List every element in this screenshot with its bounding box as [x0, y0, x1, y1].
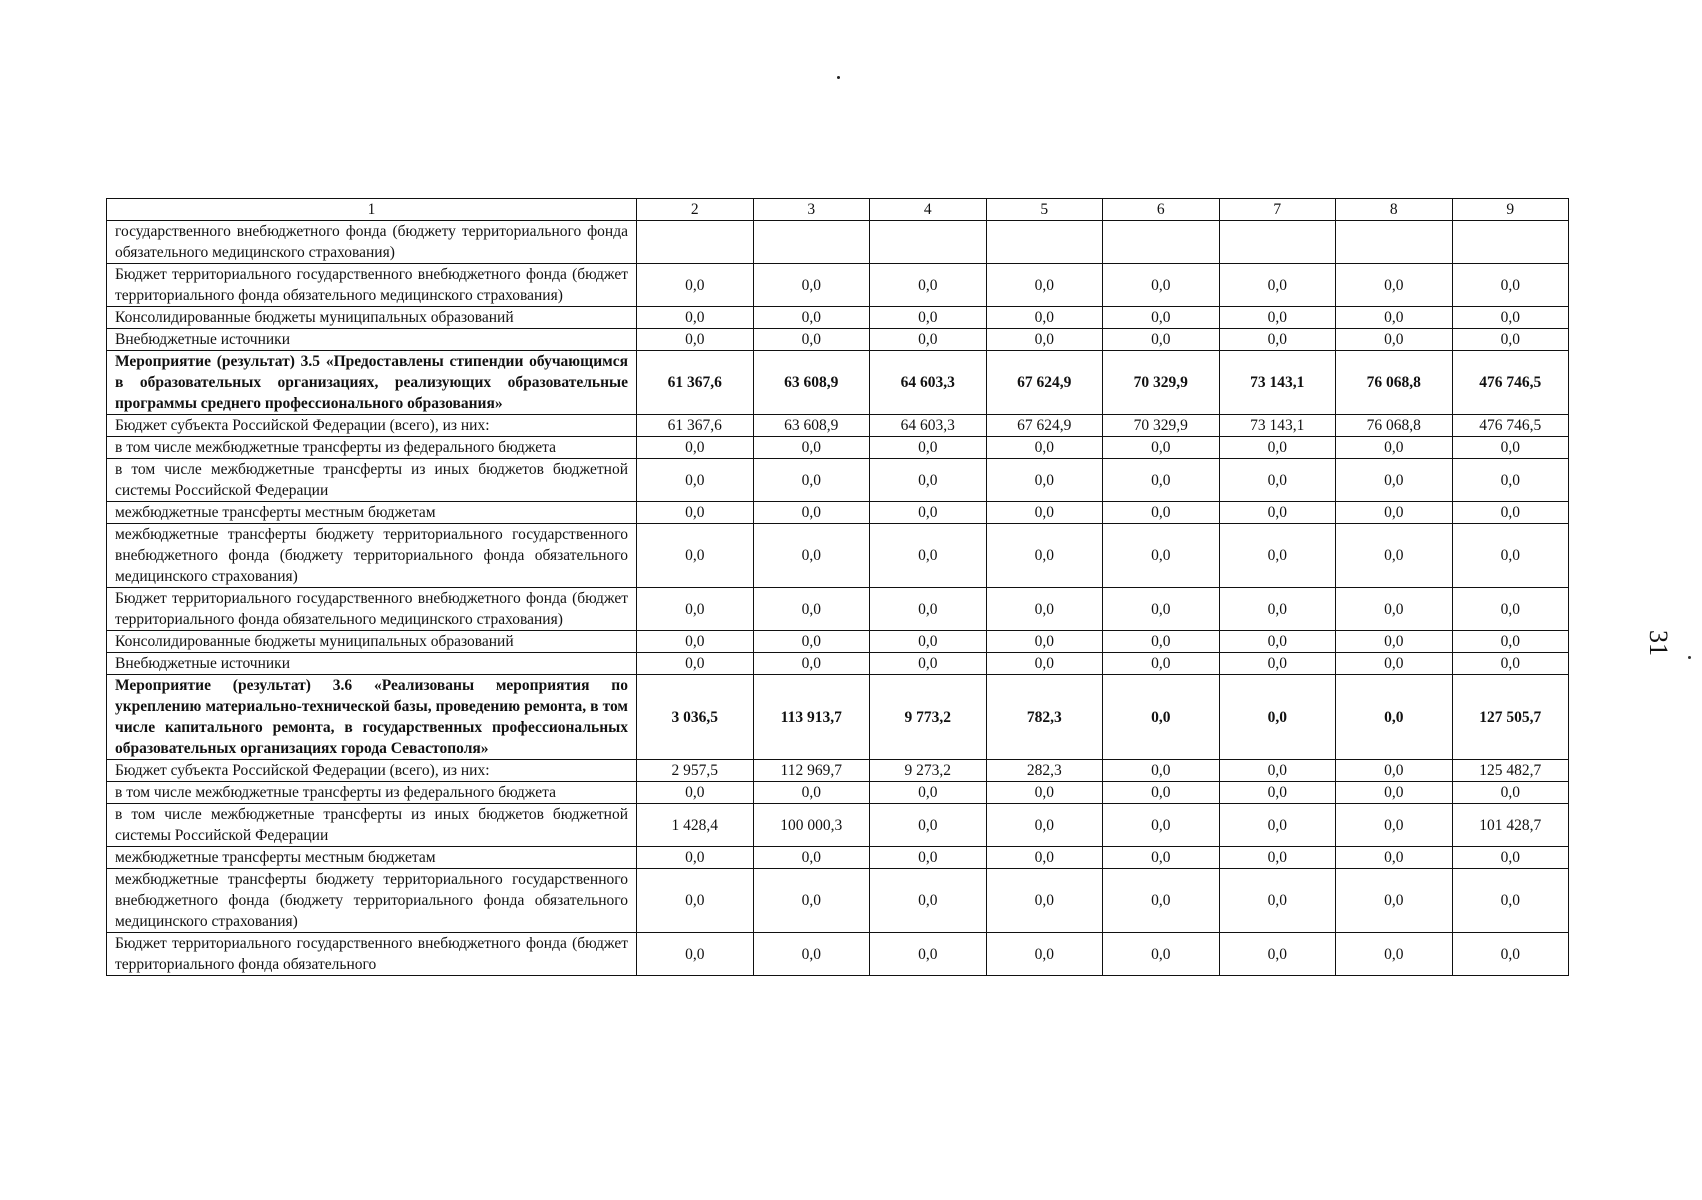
value-cell: 0,0	[1219, 631, 1336, 653]
value-cell: 0,0	[1336, 459, 1453, 502]
value-cell: 0,0	[1219, 675, 1336, 760]
value-cell: 0,0	[986, 782, 1103, 804]
value-cell: 70 329,9	[1103, 351, 1220, 415]
table-row	[107, 415, 1569, 437]
row-label: Мероприятие (результат) 3.6 «Реализованы мероприятия по укреплению материально-технической базы, проведению ремонта, в том числе капитального ремонта, в государственных профессиональных образовательных организациях города Севастополя»	[107, 675, 637, 760]
table-row	[107, 804, 1569, 847]
value-cell: 0,0	[870, 437, 987, 459]
value-cell: 0,0	[870, 804, 987, 847]
value-cell: 0,0	[753, 329, 870, 351]
value-cell: 0,0	[1219, 524, 1336, 588]
row-label: Бюджет территориального государственного внебюджетного фонда (бюджет территориального фонда обязательного медицинского страхования)	[107, 588, 637, 631]
value-cell: 0,0	[753, 847, 870, 869]
column-header: 4	[870, 199, 987, 221]
value-cell: 64 603,3	[870, 351, 987, 415]
value-cell: 0,0	[1336, 307, 1453, 329]
value-cell: 1 428,4	[637, 804, 754, 847]
value-cell: 2 957,5	[637, 760, 754, 782]
value-cell: 0,0	[637, 933, 754, 976]
value-cell: 0,0	[637, 264, 754, 307]
value-cell: 0,0	[753, 588, 870, 631]
value-cell: 0,0	[986, 437, 1103, 459]
value-cell: 0,0	[1452, 307, 1569, 329]
table-row	[107, 351, 1569, 415]
value-cell: 0,0	[1219, 653, 1336, 675]
column-header: 1	[107, 199, 637, 221]
value-cell: 0,0	[870, 782, 987, 804]
value-cell: 0,0	[1103, 307, 1220, 329]
table-row	[107, 459, 1569, 502]
value-cell: 0,0	[1103, 760, 1220, 782]
page-number: 31	[1644, 630, 1673, 656]
value-cell: 0,0	[1219, 264, 1336, 307]
column-header: 3	[753, 199, 870, 221]
value-cell: 0,0	[1219, 437, 1336, 459]
value-cell: 0,0	[1103, 437, 1220, 459]
value-cell: 0,0	[637, 502, 754, 524]
value-cell: 0,0	[986, 502, 1103, 524]
value-cell: 0,0	[1336, 933, 1453, 976]
row-label: Консолидированные бюджеты муниципальных образований	[107, 307, 637, 329]
table-row	[107, 307, 1569, 329]
value-cell: 0,0	[1219, 847, 1336, 869]
value-cell: 9 773,2	[870, 675, 987, 760]
value-cell: 67 624,9	[986, 415, 1103, 437]
value-cell: 0,0	[1336, 329, 1453, 351]
value-cell: 0,0	[986, 631, 1103, 653]
value-cell: 0,0	[753, 459, 870, 502]
value-cell: 0,0	[1336, 524, 1453, 588]
value-cell: 0,0	[870, 502, 987, 524]
value-cell: 0,0	[1103, 933, 1220, 976]
value-cell: 0,0	[1219, 933, 1336, 976]
value-cell: 0,0	[637, 459, 754, 502]
value-cell: 0,0	[1452, 437, 1569, 459]
row-label: Внебюджетные источники	[107, 653, 637, 675]
value-cell: 0,0	[753, 307, 870, 329]
value-cell: 100 000,3	[753, 804, 870, 847]
value-cell: 0,0	[1219, 782, 1336, 804]
value-cell: 0,0	[1219, 760, 1336, 782]
value-cell: 0,0	[870, 653, 987, 675]
table-row	[107, 653, 1569, 675]
table-row	[107, 847, 1569, 869]
table-row	[107, 264, 1569, 307]
row-label: в том числе межбюджетные трансферты из федерального бюджета	[107, 437, 637, 459]
value-cell: 63 608,9	[753, 415, 870, 437]
row-label: межбюджетные трансферты бюджету территориального государственного внебюджетного фонда (бюджету территориального фонда обязательного медицинского страхования)	[107, 869, 637, 933]
row-label: межбюджетные трансферты местным бюджетам	[107, 847, 637, 869]
value-cell	[753, 221, 870, 264]
value-cell: 0,0	[986, 524, 1103, 588]
page-mark	[837, 76, 840, 79]
value-cell: 0,0	[1336, 631, 1453, 653]
value-cell	[1336, 221, 1453, 264]
value-cell: 0,0	[1336, 847, 1453, 869]
value-cell: 0,0	[1336, 437, 1453, 459]
table-row	[107, 933, 1569, 976]
value-cell: 0,0	[1103, 653, 1220, 675]
value-cell	[637, 221, 754, 264]
value-cell: 127 505,7	[1452, 675, 1569, 760]
table-row	[107, 631, 1569, 653]
value-cell: 0,0	[637, 524, 754, 588]
value-cell: 0,0	[1219, 307, 1336, 329]
value-cell: 0,0	[1336, 869, 1453, 933]
value-cell: 0,0	[1103, 502, 1220, 524]
value-cell: 9 273,2	[870, 760, 987, 782]
value-cell: 0,0	[753, 437, 870, 459]
value-cell: 0,0	[1336, 782, 1453, 804]
value-cell: 0,0	[753, 869, 870, 933]
table-row	[107, 437, 1569, 459]
value-cell: 0,0	[986, 307, 1103, 329]
value-cell: 73 143,1	[1219, 351, 1336, 415]
value-cell: 63 608,9	[753, 351, 870, 415]
value-cell: 0,0	[637, 869, 754, 933]
value-cell: 0,0	[1452, 653, 1569, 675]
value-cell: 0,0	[1103, 847, 1220, 869]
value-cell: 64 603,3	[870, 415, 987, 437]
value-cell: 0,0	[1103, 459, 1220, 502]
row-label: межбюджетные трансферты бюджету территориального государственного внебюджетного фонда (бюджету территориального фонда обязательного медицинского страхования)	[107, 524, 637, 588]
value-cell: 0,0	[1103, 869, 1220, 933]
row-label: Мероприятие (результат) 3.5 «Предоставлены стипендии обучающимся в образовательных организациях, реализующих образовательные программы среднего профессионального образования»	[107, 351, 637, 415]
value-cell: 0,0	[870, 869, 987, 933]
row-label: Бюджет территориального государственного внебюджетного фонда (бюджет территориального фонда обязательного	[107, 933, 637, 976]
value-cell: 0,0	[1452, 782, 1569, 804]
page-mark	[1688, 656, 1691, 659]
value-cell: 0,0	[637, 631, 754, 653]
value-cell: 0,0	[870, 631, 987, 653]
value-cell: 0,0	[1452, 502, 1569, 524]
row-label: Внебюджетные источники	[107, 329, 637, 351]
value-cell: 0,0	[1336, 653, 1453, 675]
column-header: 2	[637, 199, 754, 221]
table-row	[107, 329, 1569, 351]
value-cell: 0,0	[986, 847, 1103, 869]
value-cell: 70 329,9	[1103, 415, 1220, 437]
row-label: государственного внебюджетного фонда (бюджету территориального фонда обязательного медицинского страхования)	[107, 221, 637, 264]
value-cell: 0,0	[1103, 631, 1220, 653]
value-cell: 0,0	[1219, 869, 1336, 933]
value-cell: 782,3	[986, 675, 1103, 760]
value-cell: 0,0	[1452, 329, 1569, 351]
value-cell: 0,0	[870, 307, 987, 329]
value-cell: 67 624,9	[986, 351, 1103, 415]
value-cell: 0,0	[1103, 675, 1220, 760]
value-cell: 0,0	[753, 653, 870, 675]
value-cell: 0,0	[1219, 804, 1336, 847]
value-cell: 282,3	[986, 760, 1103, 782]
table-row	[107, 760, 1569, 782]
value-cell: 0,0	[1103, 329, 1220, 351]
value-cell: 0,0	[1452, 264, 1569, 307]
budget-table	[106, 198, 1569, 976]
value-cell: 0,0	[870, 588, 987, 631]
value-cell: 476 746,5	[1452, 415, 1569, 437]
value-cell: 0,0	[1336, 502, 1453, 524]
value-cell: 0,0	[870, 329, 987, 351]
column-header: 5	[986, 199, 1103, 221]
value-cell: 0,0	[637, 653, 754, 675]
value-cell: 0,0	[1103, 524, 1220, 588]
table-row	[107, 221, 1569, 264]
value-cell	[870, 221, 987, 264]
value-cell: 0,0	[986, 869, 1103, 933]
value-cell: 0,0	[753, 502, 870, 524]
table-body	[107, 221, 1569, 976]
value-cell: 3 036,5	[637, 675, 754, 760]
value-cell: 476 746,5	[1452, 351, 1569, 415]
value-cell	[1452, 221, 1569, 264]
value-cell: 0,0	[1103, 804, 1220, 847]
value-cell: 0,0	[1336, 760, 1453, 782]
value-cell	[1103, 221, 1220, 264]
value-cell: 112 969,7	[753, 760, 870, 782]
value-cell: 0,0	[1219, 329, 1336, 351]
value-cell: 0,0	[1103, 588, 1220, 631]
value-cell	[1219, 221, 1336, 264]
value-cell: 61 367,6	[637, 351, 754, 415]
value-cell: 76 068,8	[1336, 415, 1453, 437]
row-label: Бюджет субъекта Российской Федерации (всего), из них:	[107, 760, 637, 782]
value-cell: 0,0	[1219, 502, 1336, 524]
value-cell: 0,0	[753, 631, 870, 653]
value-cell: 0,0	[1452, 588, 1569, 631]
value-cell: 0,0	[986, 933, 1103, 976]
value-cell: 0,0	[986, 653, 1103, 675]
value-cell: 0,0	[637, 329, 754, 351]
value-cell: 0,0	[1452, 869, 1569, 933]
column-header: 6	[1103, 199, 1220, 221]
value-cell: 0,0	[1219, 588, 1336, 631]
value-cell: 0,0	[1336, 264, 1453, 307]
value-cell	[986, 221, 1103, 264]
value-cell: 0,0	[870, 847, 987, 869]
value-cell: 73 143,1	[1219, 415, 1336, 437]
value-cell: 0,0	[637, 437, 754, 459]
value-cell: 0,0	[870, 524, 987, 588]
value-cell: 0,0	[1103, 782, 1220, 804]
value-cell: 76 068,8	[1336, 351, 1453, 415]
table-row	[107, 588, 1569, 631]
value-cell: 0,0	[637, 307, 754, 329]
row-label: в том числе межбюджетные трансферты из иных бюджетов бюджетной системы Российской Федерации	[107, 459, 637, 502]
value-cell: 0,0	[1336, 675, 1453, 760]
value-cell: 0,0	[753, 933, 870, 976]
row-label: Консолидированные бюджеты муниципальных образований	[107, 631, 637, 653]
value-cell: 0,0	[870, 264, 987, 307]
table-row	[107, 524, 1569, 588]
value-cell: 0,0	[637, 847, 754, 869]
value-cell: 0,0	[753, 264, 870, 307]
value-cell: 0,0	[753, 782, 870, 804]
value-cell: 0,0	[986, 459, 1103, 502]
row-label: межбюджетные трансферты местным бюджетам	[107, 502, 637, 524]
value-cell: 0,0	[986, 329, 1103, 351]
column-header: 9	[1452, 199, 1569, 221]
value-cell: 0,0	[1452, 459, 1569, 502]
value-cell: 0,0	[1452, 524, 1569, 588]
value-cell: 0,0	[986, 264, 1103, 307]
table-row	[107, 869, 1569, 933]
row-label: в том числе межбюджетные трансферты из федерального бюджета	[107, 782, 637, 804]
column-header: 7	[1219, 199, 1336, 221]
value-cell: 0,0	[1452, 933, 1569, 976]
value-cell: 125 482,7	[1452, 760, 1569, 782]
value-cell: 0,0	[637, 782, 754, 804]
value-cell: 0,0	[1336, 804, 1453, 847]
value-cell: 0,0	[1219, 459, 1336, 502]
table-row	[107, 675, 1569, 760]
row-label: Бюджет территориального государственного внебюджетного фонда (бюджет территориального фонда обязательного медицинского страхования)	[107, 264, 637, 307]
value-cell: 0,0	[637, 588, 754, 631]
value-cell: 0,0	[753, 524, 870, 588]
value-cell: 0,0	[870, 933, 987, 976]
row-label: в том числе межбюджетные трансферты из иных бюджетов бюджетной системы Российской Федерации	[107, 804, 637, 847]
table-row	[107, 502, 1569, 524]
value-cell: 0,0	[986, 588, 1103, 631]
value-cell: 0,0	[1452, 631, 1569, 653]
value-cell: 61 367,6	[637, 415, 754, 437]
table-row	[107, 782, 1569, 804]
value-cell: 113 913,7	[753, 675, 870, 760]
value-cell: 0,0	[1336, 588, 1453, 631]
value-cell: 0,0	[1103, 264, 1220, 307]
value-cell: 0,0	[986, 804, 1103, 847]
column-header: 8	[1336, 199, 1453, 221]
table-header-row	[107, 199, 1569, 221]
value-cell: 0,0	[1452, 847, 1569, 869]
value-cell: 101 428,7	[1452, 804, 1569, 847]
row-label: Бюджет субъекта Российской Федерации (всего), из них:	[107, 415, 637, 437]
value-cell: 0,0	[870, 459, 987, 502]
